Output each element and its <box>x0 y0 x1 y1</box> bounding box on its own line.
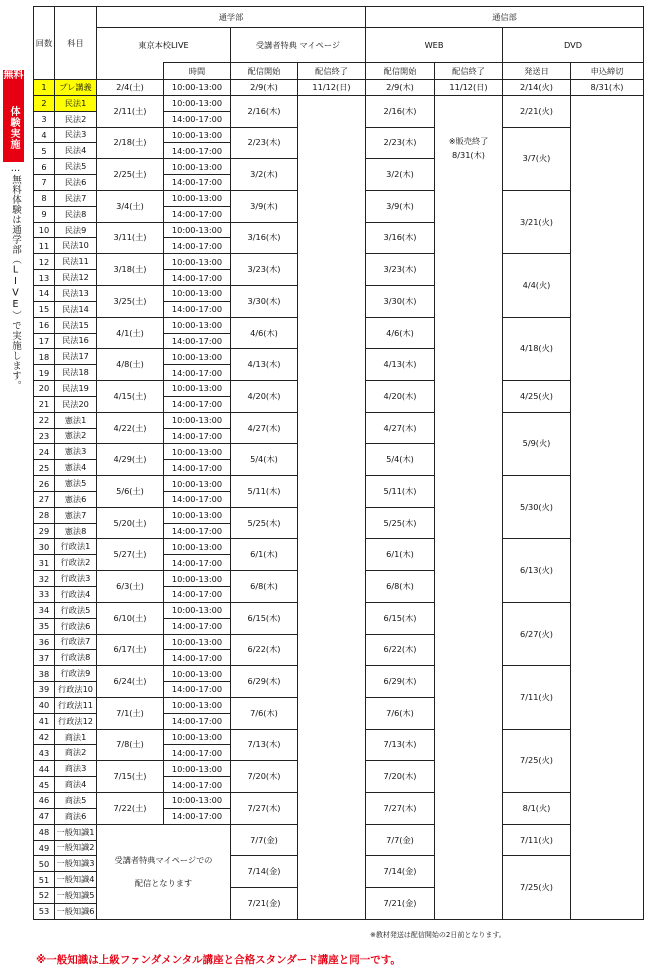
mypage-start: 7/13(木) <box>231 729 298 761</box>
row-no: 41 <box>34 713 55 729</box>
live-time: 10:00-13:00 <box>164 792 231 808</box>
mypage-start: 5/25(木) <box>231 507 298 539</box>
live-time: 10:00-13:00 <box>164 476 231 492</box>
mypage-start: 4/6(木) <box>231 317 298 349</box>
row-subject: 民法15 <box>55 317 97 333</box>
row-subject: 一般知識3 <box>55 856 97 872</box>
web-start: 7/13(木) <box>366 729 435 761</box>
live-time: 10:00-13:00 <box>164 381 231 397</box>
web-start: 6/8(木) <box>366 571 435 603</box>
web-end-sale-label: ※販売終了 <box>448 135 489 146</box>
web-start: 7/14(金) <box>366 856 435 888</box>
dvd-ship: 4/4(火) <box>503 254 571 317</box>
live-date: 7/22(土) <box>97 792 164 824</box>
live-time: 14:00-17:00 <box>164 808 231 824</box>
web-start: 7/20(木) <box>366 761 435 793</box>
web-start: 4/20(木) <box>366 381 435 413</box>
row-no: 50 <box>34 856 55 872</box>
live-time: 10:00-13:00 <box>164 317 231 333</box>
row-no: 43 <box>34 745 55 761</box>
row-no: 37 <box>34 650 55 666</box>
row-subject: 憲法1 <box>55 412 97 428</box>
row-subject: 民法20 <box>55 396 97 412</box>
live-time: 14:00-17:00 <box>164 745 231 761</box>
live-time: 10:00-13:00 <box>164 539 231 555</box>
dvd-ship: 3/21(火) <box>503 190 571 253</box>
web-start: 6/1(木) <box>366 539 435 571</box>
dvd-ship: 4/18(火) <box>503 317 571 380</box>
live-date: 4/15(土) <box>97 381 164 413</box>
web-start: 2/9(木) <box>366 80 435 96</box>
mypage-start: 3/30(木) <box>231 285 298 317</box>
dvd-ship: 4/25(火) <box>503 381 571 413</box>
row-no: 42 <box>34 729 55 745</box>
row-subject: 憲法8 <box>55 523 97 539</box>
row-subject: 憲法6 <box>55 491 97 507</box>
live-time: 14:00-17:00 <box>164 143 231 159</box>
mypage-start: 7/7(金) <box>231 824 298 856</box>
row-subject: 行政法11 <box>55 697 97 713</box>
live-time: 10:00-13:00 <box>164 222 231 238</box>
live-time: 14:00-17:00 <box>164 111 231 127</box>
header-date-blank <box>97 63 164 80</box>
mypage-start: 6/1(木) <box>231 539 298 571</box>
row-no: 49 <box>34 840 55 856</box>
row-no: 6 <box>34 159 55 175</box>
live-date: 3/18(土) <box>97 254 164 286</box>
dvd-ship: 7/25(火) <box>503 856 571 919</box>
row-no: 40 <box>34 697 55 713</box>
row-no: 1 <box>34 80 55 96</box>
row-subject: 行政法4 <box>55 587 97 603</box>
mypage-start: 7/6(木) <box>231 697 298 729</box>
live-time: 10:00-13:00 <box>164 634 231 650</box>
live-time: 10:00-13:00 <box>164 666 231 682</box>
live-time: 10:00-13:00 <box>164 159 231 175</box>
row-no: 52 <box>34 888 55 904</box>
row-no: 9 <box>34 206 55 222</box>
mypage-start: 2/16(木) <box>231 95 298 127</box>
row-subject: 行政法1 <box>55 539 97 555</box>
live-date: 6/3(土) <box>97 571 164 603</box>
live-time: 10:00-13:00 <box>164 697 231 713</box>
row-subject: 民法1 <box>55 95 97 111</box>
live-date: 3/25(土) <box>97 285 164 317</box>
web-start: 2/23(木) <box>366 127 435 159</box>
web-start: 3/16(木) <box>366 222 435 254</box>
dvd-ship: 7/11(火) <box>503 666 571 729</box>
header-web: WEB <box>366 28 503 63</box>
row-subject: 憲法2 <box>55 428 97 444</box>
live-date: 2/11(土) <box>97 95 164 127</box>
mypage-start: 3/2(木) <box>231 159 298 191</box>
live-date: 4/29(土) <box>97 444 164 476</box>
row-subject: 行政法6 <box>55 618 97 634</box>
row-subject: 行政法2 <box>55 555 97 571</box>
mypage-start: 6/29(木) <box>231 666 298 698</box>
web-start: 4/27(木) <box>366 412 435 444</box>
live-time: 14:00-17:00 <box>164 618 231 634</box>
row-no: 36 <box>34 634 55 650</box>
live-time: 14:00-17:00 <box>164 587 231 603</box>
web-start: 6/22(木) <box>366 634 435 666</box>
mypage-start: 7/20(木) <box>231 761 298 793</box>
row-subject: 商法6 <box>55 808 97 824</box>
row-no: 28 <box>34 507 55 523</box>
web-start: 3/23(木) <box>366 254 435 286</box>
live-date: 3/4(土) <box>97 190 164 222</box>
mypage-start: 6/22(木) <box>231 634 298 666</box>
web-start: 3/9(木) <box>366 190 435 222</box>
web-start: 4/13(木) <box>366 349 435 381</box>
live-time: 14:00-17:00 <box>164 777 231 793</box>
web-start: 7/7(金) <box>366 824 435 856</box>
live-time: 14:00-17:00 <box>164 301 231 317</box>
row-subject: 商法2 <box>55 745 97 761</box>
row-no: 2 <box>34 95 55 111</box>
mypage-end: 11/12(日) <box>298 80 366 96</box>
row-no: 32 <box>34 571 55 587</box>
web-end-sale-date: 8/31(木) <box>452 149 485 160</box>
web-start: 5/25(木) <box>366 507 435 539</box>
row-subject: 一般知識4 <box>55 872 97 888</box>
row-no: 29 <box>34 523 55 539</box>
dvd-ship: 2/21(火) <box>503 95 571 127</box>
free-trial-badge: 体験実施 <box>3 94 24 162</box>
dvd-ship: 8/1(火) <box>503 792 571 824</box>
web-start: 6/29(木) <box>366 666 435 698</box>
row-subject: 民法2 <box>55 111 97 127</box>
row-subject: 民法17 <box>55 349 97 365</box>
header-tsushin: 通信部 <box>366 7 644 28</box>
row-no: 14 <box>34 285 55 301</box>
row-no: 33 <box>34 587 55 603</box>
live-time: 14:00-17:00 <box>164 491 231 507</box>
row-subject: 憲法5 <box>55 476 97 492</box>
live-time: 10:00-13:00 <box>164 127 231 143</box>
mypage-start: 7/27(木) <box>231 792 298 824</box>
row-subject: 行政法7 <box>55 634 97 650</box>
dvd-ship: 5/30(火) <box>503 476 571 539</box>
row-subject: 一般知識1 <box>55 824 97 840</box>
live-time: 14:00-17:00 <box>164 523 231 539</box>
live-date: 2/4(土) <box>97 80 164 96</box>
row-no: 48 <box>34 824 55 840</box>
row-subject: 憲法4 <box>55 460 97 476</box>
live-time: 14:00-17:00 <box>164 206 231 222</box>
live-time: 14:00-17:00 <box>164 270 231 286</box>
row-subject: 行政法5 <box>55 602 97 618</box>
live-time: 14:00-17:00 <box>164 555 231 571</box>
dvd-ship: 6/27(火) <box>503 602 571 665</box>
header-web-start: 配信開始 <box>366 63 435 80</box>
row-subject: 民法7 <box>55 190 97 206</box>
mypage-start: 3/16(木) <box>231 222 298 254</box>
header-deadline: 申込締切 <box>571 63 644 80</box>
row-no: 45 <box>34 777 55 793</box>
web-start: 5/11(木) <box>366 476 435 508</box>
dvd-ship: 7/11(火) <box>503 824 571 856</box>
live-time: 14:00-17:00 <box>164 396 231 412</box>
ippan-note-line1: 受講者特典マイページでの <box>114 854 213 865</box>
row-subject: 民法3 <box>55 127 97 143</box>
mypage-start: 5/4(木) <box>231 444 298 476</box>
live-time: 10:00-13:00 <box>164 507 231 523</box>
row-subject: 一般知識5 <box>55 888 97 904</box>
row-no: 4 <box>34 127 55 143</box>
row-no: 22 <box>34 412 55 428</box>
live-time: 14:00-17:00 <box>164 650 231 666</box>
live-date: 6/10(土) <box>97 602 164 634</box>
web-start: 6/15(木) <box>366 602 435 634</box>
row-subject: 民法8 <box>55 206 97 222</box>
live-time: 10:00-13:00 <box>164 285 231 301</box>
row-subject: 行政法9 <box>55 666 97 682</box>
row-subject: 憲法7 <box>55 507 97 523</box>
live-date: 7/8(土) <box>97 729 164 761</box>
row-subject: 商法4 <box>55 777 97 793</box>
schedule-table <box>33 6 644 920</box>
footnote-shipping: ※教材発送は配信開始の2日前となります。 <box>370 931 506 939</box>
row-no: 19 <box>34 365 55 381</box>
mypage-start: 4/20(木) <box>231 381 298 413</box>
live-date: 5/27(土) <box>97 539 164 571</box>
live-time: 10:00-13:00 <box>164 412 231 428</box>
row-subject: 民法10 <box>55 238 97 254</box>
mypage-start: 7/14(金) <box>231 856 298 888</box>
live-date: 5/20(土) <box>97 507 164 539</box>
live-date: 4/1(土) <box>97 317 164 349</box>
live-time: 10:00-13:00 <box>164 444 231 460</box>
header-no: 回数 <box>34 7 55 80</box>
row-no: 38 <box>34 666 55 682</box>
row-no: 25 <box>34 460 55 476</box>
live-time: 10:00-13:00 <box>164 761 231 777</box>
row-no: 16 <box>34 317 55 333</box>
free-badge-top: 無料 <box>3 70 24 94</box>
mypage-start: 6/15(木) <box>231 602 298 634</box>
row-subject: 行政法3 <box>55 571 97 587</box>
live-time: 10:00-13:00 <box>164 602 231 618</box>
row-no: 13 <box>34 270 55 286</box>
live-date: 6/17(土) <box>97 634 164 666</box>
live-time: 14:00-17:00 <box>164 333 231 349</box>
mypage-start: 4/13(木) <box>231 349 298 381</box>
row-subject: 行政法12 <box>55 713 97 729</box>
mypage-start: 5/11(木) <box>231 476 298 508</box>
row-no: 11 <box>34 238 55 254</box>
row-no: 26 <box>34 476 55 492</box>
row-subject: プレ講義 <box>55 80 97 96</box>
row-subject: 民法5 <box>55 159 97 175</box>
web-start: 7/6(木) <box>366 697 435 729</box>
header-deliv-end: 配信終了 <box>298 63 366 80</box>
live-time: 14:00-17:00 <box>164 428 231 444</box>
dvd-deadline: 8/31(木) <box>571 80 644 96</box>
row-subject: 商法5 <box>55 792 97 808</box>
header-deliv-start: 配信開始 <box>231 63 298 80</box>
row-no: 39 <box>34 682 55 698</box>
web-start: 7/27(木) <box>366 792 435 824</box>
row-subject: 商法1 <box>55 729 97 745</box>
header-tsugaku: 通学部 <box>97 7 366 28</box>
mypage-end-blank <box>298 95 366 919</box>
row-subject: 憲法3 <box>55 444 97 460</box>
row-no: 35 <box>34 618 55 634</box>
mypage-start: 3/23(木) <box>231 254 298 286</box>
live-time: 14:00-17:00 <box>164 460 231 476</box>
live-time: 14:00-17:00 <box>164 713 231 729</box>
mypage-start: 2/9(木) <box>231 80 298 96</box>
web-start: 3/30(木) <box>366 285 435 317</box>
live-date: 4/22(土) <box>97 412 164 444</box>
row-no: 7 <box>34 175 55 191</box>
dvd-ship: 2/14(火) <box>503 80 571 96</box>
row-subject: 民法12 <box>55 270 97 286</box>
row-no: 44 <box>34 761 55 777</box>
row-no: 10 <box>34 222 55 238</box>
live-date: 3/11(土) <box>97 222 164 254</box>
row-no: 31 <box>34 555 55 571</box>
row-no: 20 <box>34 381 55 397</box>
row-subject: 民法16 <box>55 333 97 349</box>
row-subject: 商法3 <box>55 761 97 777</box>
dvd-deadline-blank <box>571 95 644 919</box>
live-time: 10:00-13:00 <box>164 349 231 365</box>
row-subject: 民法11 <box>55 254 97 270</box>
row-no: 51 <box>34 872 55 888</box>
row-no: 15 <box>34 301 55 317</box>
live-time: 10:00-13:00 <box>164 729 231 745</box>
row-no: 24 <box>34 444 55 460</box>
live-date: 5/6(土) <box>97 476 164 508</box>
web-end: 11/12(日) <box>435 80 503 96</box>
row-subject: 民法6 <box>55 175 97 191</box>
row-no: 21 <box>34 396 55 412</box>
row-no: 53 <box>34 903 55 919</box>
live-date: 2/18(土) <box>97 127 164 159</box>
row-subject: 行政法8 <box>55 650 97 666</box>
table-row <box>34 95 644 111</box>
live-time: 14:00-17:00 <box>164 238 231 254</box>
footnote-ippan: ※一般知識は上級ファンダメンタル講座と合格スタンダード講座と同一です。 <box>36 954 401 966</box>
web-start: 7/21(金) <box>366 888 435 920</box>
table-row <box>34 80 644 96</box>
row-no: 47 <box>34 808 55 824</box>
live-date: 6/24(土) <box>97 666 164 698</box>
row-no: 30 <box>34 539 55 555</box>
live-time: 14:00-17:00 <box>164 682 231 698</box>
dvd-ship: 3/7(火) <box>503 127 571 190</box>
row-no: 3 <box>34 111 55 127</box>
web-start: 4/6(木) <box>366 317 435 349</box>
header-dvd: DVD <box>503 28 644 63</box>
web-start: 5/4(木) <box>366 444 435 476</box>
header-time: 時間 <box>164 63 231 80</box>
ippan-note-line2: 配信となります <box>134 877 193 888</box>
row-subject: 一般知識2 <box>55 840 97 856</box>
live-time: 10:00-13:00 <box>164 254 231 270</box>
mypage-start: 3/9(木) <box>231 190 298 222</box>
live-time: 10:00-13:00 <box>164 571 231 587</box>
free-trial-note: …無料体験は通学部（LIVE）で実施します。 <box>10 163 21 391</box>
header-ship: 発送日 <box>503 63 571 80</box>
row-no: 23 <box>34 428 55 444</box>
live-time: 14:00-17:00 <box>164 175 231 191</box>
row-subject: 一般知識6 <box>55 903 97 919</box>
web-end-sale <box>435 95 503 919</box>
dvd-ship: 7/25(火) <box>503 729 571 792</box>
live-time: 10:00-13:00 <box>164 95 231 111</box>
mypage-start: 7/21(金) <box>231 888 298 920</box>
row-subject: 民法4 <box>55 143 97 159</box>
live-time: 10:00-13:00 <box>164 80 231 96</box>
header-mypage: 受講者特典 マイページ <box>231 28 366 63</box>
row-subject: 民法14 <box>55 301 97 317</box>
row-no: 8 <box>34 190 55 206</box>
mypage-start: 6/8(木) <box>231 571 298 603</box>
live-date: 7/15(土) <box>97 761 164 793</box>
row-no: 34 <box>34 602 55 618</box>
row-no: 46 <box>34 792 55 808</box>
live-date: 2/25(土) <box>97 159 164 191</box>
header-subject: 科目 <box>55 7 97 80</box>
row-no: 27 <box>34 491 55 507</box>
dvd-ship: 6/13(火) <box>503 539 571 602</box>
ippan-note <box>97 824 231 919</box>
row-no: 17 <box>34 333 55 349</box>
web-start: 3/2(木) <box>366 159 435 191</box>
row-no: 18 <box>34 349 55 365</box>
live-time: 14:00-17:00 <box>164 365 231 381</box>
row-subject: 民法19 <box>55 381 97 397</box>
row-no: 5 <box>34 143 55 159</box>
row-subject: 行政法10 <box>55 682 97 698</box>
row-no: 12 <box>34 254 55 270</box>
row-subject: 民法9 <box>55 222 97 238</box>
live-date: 7/1(土) <box>97 697 164 729</box>
header-web-end: 配信終了 <box>435 63 503 80</box>
live-date: 4/8(土) <box>97 349 164 381</box>
header-live: 東京本校LIVE <box>97 28 231 63</box>
web-start: 2/16(木) <box>366 95 435 127</box>
live-time: 10:00-13:00 <box>164 190 231 206</box>
row-subject: 民法13 <box>55 285 97 301</box>
mypage-start: 2/23(木) <box>231 127 298 159</box>
row-subject: 民法18 <box>55 365 97 381</box>
mypage-start: 4/27(木) <box>231 412 298 444</box>
dvd-ship: 5/9(火) <box>503 412 571 475</box>
